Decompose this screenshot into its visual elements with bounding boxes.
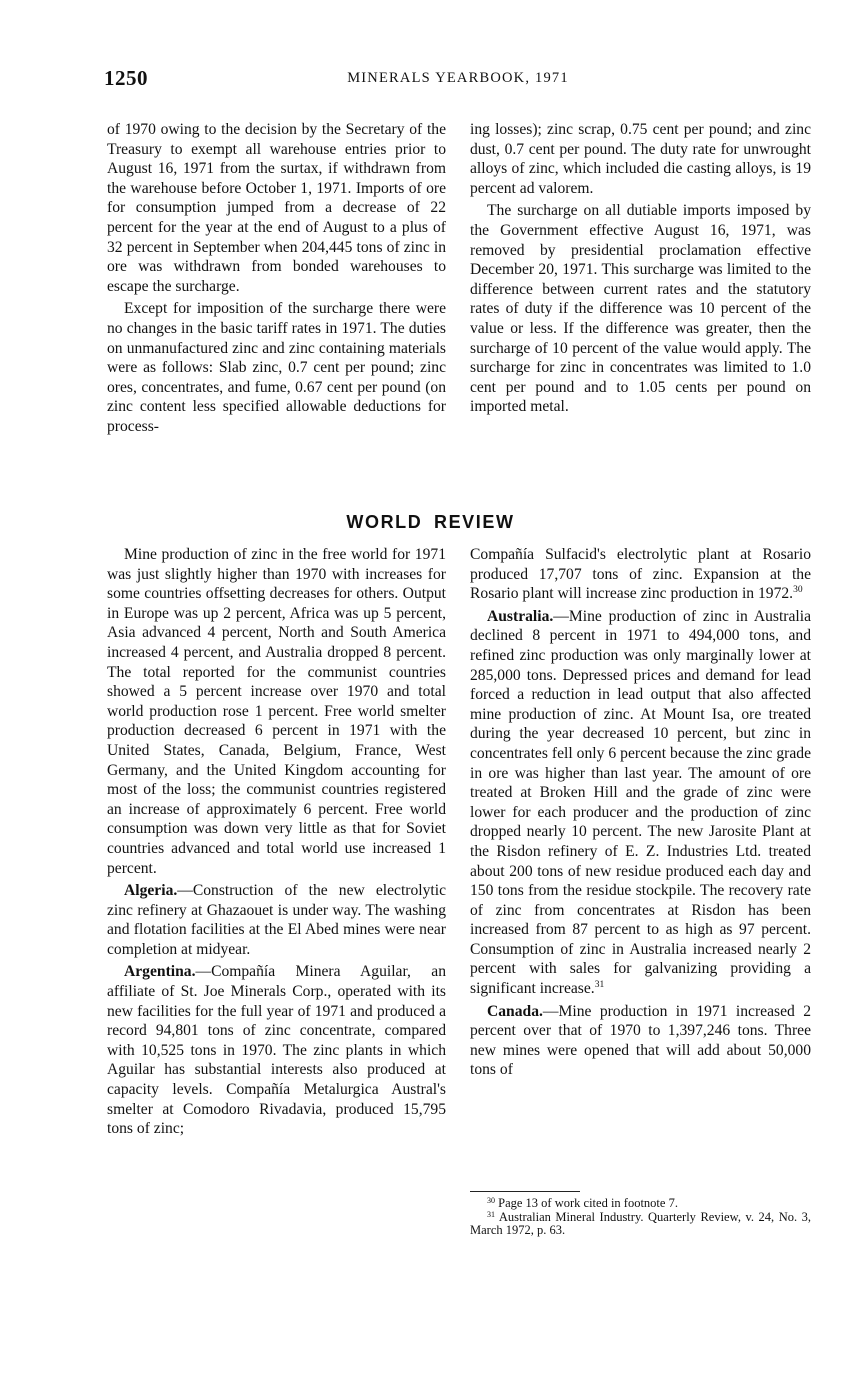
australia-paragraph: Australia.—Mine production of zinc in Australia declined 8 percent in 1971 to 494,000 tons, and refined zinc production was only marginally lower at 285,000 tons. Depressed prices and demand for lead forced a reduction in lead output that also affected mine production of zinc. At Mount Isa, ore treated during the year decreased 10 percent, but zinc in concentrates fell only 6 percent because the zinc grade in ore was higher than last year. The amount of ore treated at Broken Hill and the grade of zinc were lower for each producer and the production of zinc dropped nearly 10 percent. The new Jarosite Plant at the Risdon refinery of E. Z. Industries Ltd. treated about 200 tons of new residue produced each day and 150 tons from the residue stockpile. The recovery rate of zinc from concentrates at Risdon has been increased from 87 percent to as high as 97 percent. Consumption of zinc in Australia increased nearly 2 percent with sales for galvanizing providing a significant increase.$^{31}$ xyxy=(470,607,811,998)
footnote-reference: 30 xyxy=(793,585,803,596)
paragraph: ing losses); zinc scrap, 0.75 cent per pound; and zinc dust, 0.7 cent per pound. The duty rate for unwrought alloys of zinc, which included die casting alloys, is 19 percent ad valorem. xyxy=(470,121,811,197)
country-heading: Argentina. xyxy=(124,963,196,981)
page-header xyxy=(104,66,812,96)
paragraph: Except for imposition of the surcharge there were no changes in the basic tariff rates in 1971. The duties on unmanufactured zinc and zinc containing materials were as follows: Slab zinc, 0.7 cent per pound; zinc ores, concentrates, and fume, 0.67 cent per pound (on zinc content less specified allowable deductions for process- xyxy=(107,300,446,435)
country-heading: Canada. xyxy=(487,1002,543,1020)
argentina-continued-paragraph: Compañía Sulfacid's electrolytic plant at Rosario produced 17,707 tons of zinc. Expansion at the Rosario plant will increase zinc production in 1972.30 xyxy=(470,546,811,603)
footnote-reference: 31 xyxy=(594,980,605,991)
argentina-paragraph: Argentina.—Compañía Minera Aguilar, an affiliate of St. Joe Minerals Corp., operated with its new facilities for the full year of 1971 and produced a record 94,801 tons of zinc concentrate, compared with 10,525 tons in 1970. The zinc plants in which Aguilar has substantial interests also produced at capacity levels. Compañía Metalurgica Austral's smelter at Comodoro Rivadavia, produced 15,795 tons of zinc; xyxy=(107,963,446,1138)
paragraph: of 1970 owing to the decision by the Secretary of the Treasury to exempt all warehouse entries prior to August 16, 1971 from the surtax, if withdrawn from the warehouse before October 1, 1971. Imports of ore for consumption jumped from a decrease of 22 percent for the year at the end of August to a plus of 32 percent in September when 204,445 tons of zinc in ore was withdrawn from bonded warehouses to escape the surcharge. xyxy=(107,121,446,295)
running-title: MINERALS YEARBOOK, 1971 xyxy=(347,70,569,86)
world-intro-paragraph: Mine production of zinc in the free world for 1971 was just slightly higher than 1970 with increases for some countries offsetting decreases for others. Output in Europe was up 2 percent, Africa was up 5 percent, Asia advanced 4 percent, North and South America increased 4 percent, and Australia dropped 8 percent. The total reported for the communist countries showed a 5 percent increase over 1970 and total world production rose 1 percent. Free world smelter production decreased 6 percent in 1971 with the United States, Canada, Belgium, France, West Germany, and the United Kingdom accounting for most of the loss; the communist countries registered an increase of approximately 6 percent. Free world consumption was down very little as that for Soviet countries advanced and total world use increased 1 percent. xyxy=(107,546,446,877)
algeria-paragraph: Algeria.—Construction of the new electrolytic zinc refinery at Ghazaouet is under way. The washing and flotation facilities at the El Abed mines were near completion at midyear. xyxy=(107,882,446,958)
bottom-left-column xyxy=(107,545,446,1139)
country-heading: Algeria. xyxy=(124,882,178,900)
canada-paragraph: Canada.—Mine production in 1971 increased 2 percent over that of 1970 to 1,397,246 tons. Three new mines were opened that will add about 50,000 tons of xyxy=(470,1002,811,1079)
bottom-right-column xyxy=(470,545,811,1080)
footnotes xyxy=(470,1197,811,1238)
paragraph: The surcharge on all dutiable imports imposed by the Government effective August 16, 1971, was removed by presidential proclamation effective December 20, 1971. This surcharge was limited to the difference between current rates and the statutory rates of duty if the difference was 10 percent of the value or less. If the difference was greater, then the surcharge of 10 percent of the value would apply. The surcharge for zinc in concentrates was limited to 1.0 cent per pound and to 1.05 cents per pound on imported metal. xyxy=(470,202,811,416)
footnote: $^{30}$ Page 13 of work cited in footnote 7. xyxy=(487,1196,678,1210)
section-title: WORLD REVIEW xyxy=(346,512,515,532)
top-left-column xyxy=(107,120,446,437)
page-number: 1250 xyxy=(104,66,148,90)
footnote: $^{31}$ Australian Mineral Industry. Quarterly Review, v. 24, No. 3, March 1972, p. 63. xyxy=(470,1209,811,1237)
country-heading: Australia. xyxy=(487,607,554,625)
footnote-divider xyxy=(470,1191,580,1192)
top-right-column xyxy=(470,120,811,417)
